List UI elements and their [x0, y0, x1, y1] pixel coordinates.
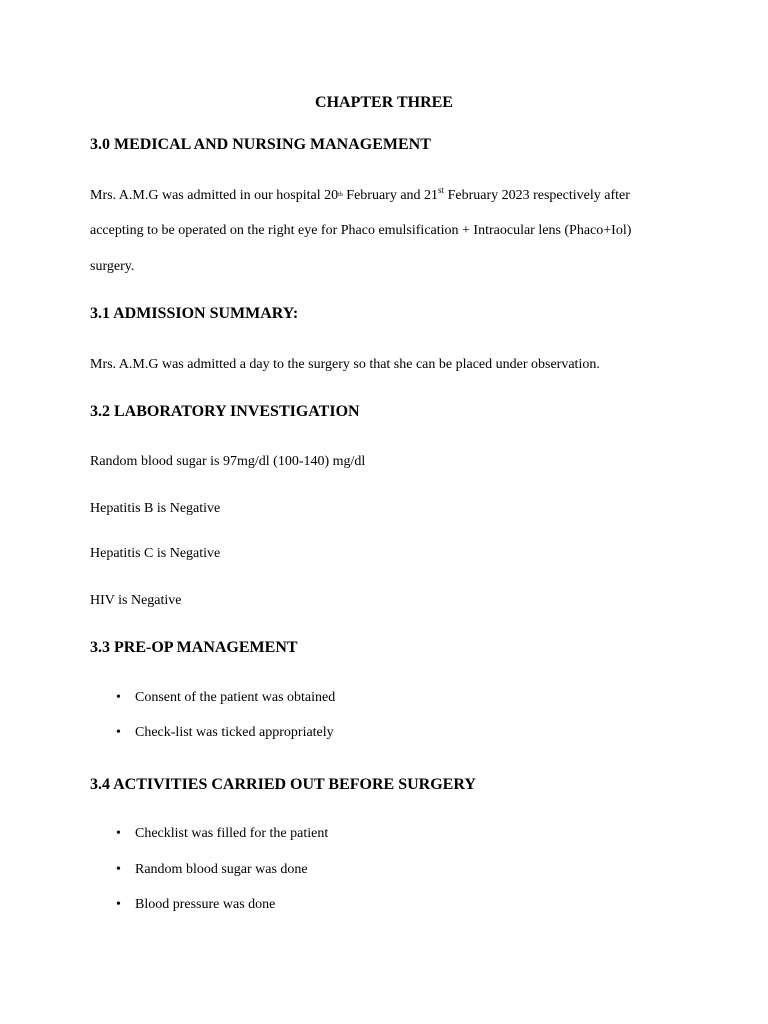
list-item-text: Check-list was ticked appropriately: [135, 725, 334, 740]
section-heading-3-2: 3.2 LABORATORY INVESTIGATION: [90, 403, 360, 420]
lab-result-hepatitis-b: Hepatitis B is Negative: [90, 501, 221, 516]
section-heading-3-3: 3.3 PRE-OP MANAGEMENT: [90, 639, 298, 656]
text-run: Mrs. A.M.G was admitted in our hospital 20: [90, 188, 339, 203]
lab-result-hiv: HIV is Negative: [90, 593, 182, 608]
text-run: February and 21: [342, 188, 439, 203]
list-item-text: Blood pressure was done: [135, 897, 276, 912]
superscript-ordinal: th: [338, 192, 343, 198]
section-3-1-paragraph: Mrs. A.M.G was admitted a day to the surgery so that she can be placed under observation.: [90, 357, 600, 372]
section-3-0-paragraph-line-1: [90, 187, 630, 205]
list-item-text: Checklist was filled for the patient: [135, 826, 329, 841]
bullet-icon: •: [116, 862, 121, 877]
list-item-text: Consent of the patient was obtained: [135, 690, 336, 705]
list-item-text: Random blood sugar was done: [135, 862, 308, 877]
bullet-icon: •: [116, 826, 121, 841]
bullet-icon: •: [116, 690, 121, 705]
lab-result-random-blood-sugar: Random blood sugar is 97mg/dl (100-140) mg/dl: [90, 454, 366, 469]
text-run: February 2023 respectively after: [444, 188, 630, 203]
lab-result-hepatitis-c: Hepatitis C is Negative: [90, 546, 221, 561]
section-3-0-paragraph-line-3: surgery.: [90, 259, 135, 274]
section-3-0-paragraph-line-2: accepting to be operated on the right eye for Phaco emulsification + Intraocular lens (Phaco+Iol): [90, 223, 632, 238]
section-heading-3-0: 3.0 MEDICAL AND NURSING MANAGEMENT: [90, 136, 431, 153]
superscript-ordinal: st: [438, 185, 445, 195]
bullet-icon: •: [116, 725, 121, 740]
chapter-title: CHAPTER THREE: [315, 94, 453, 111]
bullet-icon: •: [116, 897, 121, 912]
section-heading-3-1: 3.1 ADMISSION SUMMARY:: [90, 305, 299, 322]
section-heading-3-4: 3.4 ACTIVITIES CARRIED OUT BEFORE SURGERY: [90, 776, 476, 793]
